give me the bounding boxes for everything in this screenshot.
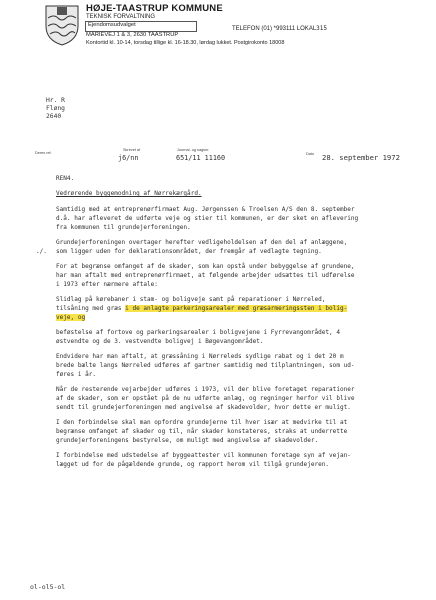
- letter-subject: Vedrørende byggemodning af Nørrekærgård.: [56, 190, 202, 197]
- body-line-23: begrænse omfanget af skader og til, når skader konstateres, straks at underrette: [56, 428, 348, 435]
- skrevet-af-value: j6/nn: [118, 154, 139, 162]
- body-line-6: Grundejerforeningen overtager herefter vedligeholdelsen af den del af anlæggene,: [56, 239, 348, 246]
- body-line-3: Samtidig med at entreprenørfirmaet Aug. Jørgenssen & Troelsen A/S den 8. september: [56, 206, 355, 213]
- highlight-lead: tilsåning med græs: [56, 305, 126, 312]
- journal-label: Journal- og sagsnr.: [177, 148, 210, 152]
- journal-value: 651/11 11160: [176, 154, 226, 162]
- body-line-24: grundejerforeningens bestyrelse, om muligt med angivelse af skadevolder.: [56, 437, 319, 444]
- body-line-26: lægget ud for de pågældende grunde, og rapport herom vil tilgå grundejeren.: [56, 461, 330, 468]
- body-line-13-highlighted: [56, 314, 85, 321]
- body-line-15: østvendte og de 3. vestvendte boligvej i Bøgevangområdet.: [56, 338, 264, 345]
- highlighted-text-continued: veje, og: [56, 314, 86, 321]
- body-line-7: som ligger uden for deklarationsområdet, der fremgår af vedlagte tegning.: [56, 248, 322, 255]
- body-line-9: har man aftalt med entreprenørfirmaet, at følgende arbejder udsættes til udførelse: [56, 272, 355, 279]
- committee-label: Ejendomsudvalget: [88, 21, 136, 28]
- skrevet-af-label: Skrevet af: [123, 148, 141, 152]
- body-line-25: I forbindelse med udstedelse af byggeattester vil kommunen foretage syn af vejan-: [56, 452, 351, 459]
- municipality-name: HØJE-TAASTRUP KOMMUNE: [86, 3, 223, 14]
- telephone-label: TELEFON (01) *993111 LOKAL: [232, 26, 317, 32]
- body-line-1: REN4.: [56, 175, 75, 182]
- enclosure-margin-mark: ./.: [36, 248, 47, 255]
- body-line-11: Slidlag på kørebaner i stam- og boligveje samt på reparationer i Nørreled,: [56, 296, 326, 303]
- municipality-address: MARIEVEJ 1 & 3, 2630 TAASTRUP: [86, 32, 179, 38]
- date-label: Dato: [306, 152, 315, 156]
- recipient-line-1: Hr. R: [46, 97, 65, 104]
- letter-date: 28. september 1972: [322, 153, 400, 162]
- recipient-line-3: 2640: [46, 113, 62, 120]
- envelope-window-edge: [70, 82, 76, 122]
- highlighted-text: i de anlagte parkeringsarealer med græsarmeringssten i bolig-: [125, 305, 348, 312]
- body-line-12-highlighted: [56, 305, 347, 312]
- body-line-8: For at begrænse omfanget af de skader, som kan opstå under bebyggelse af grundene,: [56, 263, 355, 270]
- body-line-22: I den forbindelse skal man opfordre grundejerne til hver især at medvirke til at: [56, 419, 348, 426]
- deres-ref-label: Deres ref.: [35, 151, 52, 155]
- body-line-4: d.å. har afleveret de udførte veje og stier til kommunen, er der sket en aflevering: [56, 215, 359, 222]
- body-line-19: Når de resterende vejarbejder udføres i 1973, vil der blive foretaget reparationer: [56, 386, 355, 393]
- office-hours: Kontortid kl. 10-14, torsdag tillige kl. 16-18.30, lørdag lukket. Postgirokonto 18008: [86, 40, 285, 46]
- municipal-crest-logo: [44, 4, 80, 46]
- body-line-10: i 1973 efter nærmere aftale:: [56, 281, 158, 288]
- department-name: TEKNISK FORVALTNING: [86, 14, 156, 20]
- telephone-extension: 315: [316, 25, 327, 32]
- telephone-line: [232, 25, 327, 32]
- body-line-18: føres i år.: [56, 371, 97, 378]
- body-line-21: sendt til grundejerforeningen med angivelse af skadevolder, hvor dette er muligt.: [56, 404, 351, 411]
- body-line-5: fra kommunen til grundejerforeningen.: [56, 224, 191, 231]
- body-line-16: Endvidere har man aftalt, at græssåning i Nørreleds sydlige rabat og i det 20 m: [56, 353, 344, 360]
- body-line-20: af de skader, som er opstået på de nu udførte anlæg, og regninger herfor vil blive: [56, 395, 355, 402]
- recipient-line-2: Fløng: [46, 105, 65, 112]
- body-line-17: brede bælte langs Nørreled udføres af gartner samtidig med tilplantningen, som ud-: [56, 362, 355, 369]
- body-line-14: beføstelse af fortove og parkeringsarealer i boligvejene i Fyrrevangområdet, 4: [56, 329, 340, 336]
- document-footer-code: ol-ol5-ol: [30, 583, 66, 591]
